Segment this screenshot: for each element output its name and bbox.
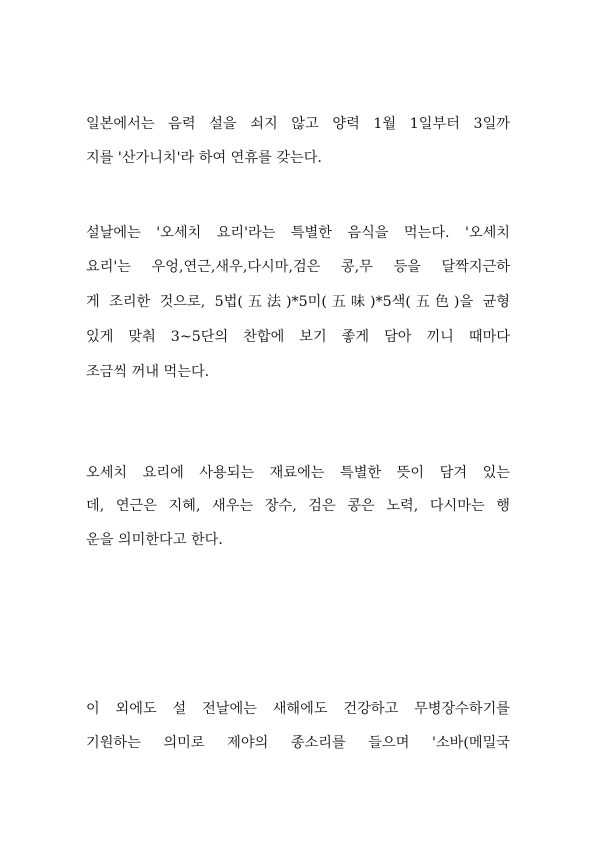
paragraph-line: 설날에는 '오세치 요리'라는 특별한 음식을 먹는다. '오세치 bbox=[86, 225, 510, 241]
paragraph-line: 기원하는 의미로 제야의 종소리를 들으며 '소바(메밀국 bbox=[86, 735, 510, 751]
paragraph-line: 오세치 요리에 사용되는 재료에는 특별한 뜻이 담겨 있는 bbox=[86, 465, 510, 481]
paragraph-line: 운을 의미한다고 한다. bbox=[86, 532, 223, 548]
paragraph-line: 지를 '산가니치'라 하여 연휴를 갖는다. bbox=[86, 150, 322, 166]
paragraph-line: 데, 연근은 지혜, 새우는 장수, 검은 콩은 노력, 다시마는 행 bbox=[86, 498, 510, 514]
paragraph-line: 조금씩 꺼내 먹는다. bbox=[86, 364, 210, 380]
paragraph-line: 게 조리한 것으로, 5법(五法)*5미(五味)*5색(五色)을 균형 bbox=[86, 294, 510, 310]
paragraph-line: 이 외에도 설 전날에는 새해에도 건강하고 무병장수하기를 bbox=[86, 701, 510, 717]
paragraph-line: 요리'는 우엉,연근,새우,다시마,검은 콩,무 등을 달짝지근하 bbox=[86, 259, 510, 275]
paragraph-line: 있게 맞춰 3~5단의 찬합에 보기 좋게 담아 끼니 때마다 bbox=[86, 329, 510, 345]
paragraph-line: 일본에서는 음력 설을 쇠지 않고 양력 1월 1일부터 3일까 bbox=[86, 116, 510, 132]
